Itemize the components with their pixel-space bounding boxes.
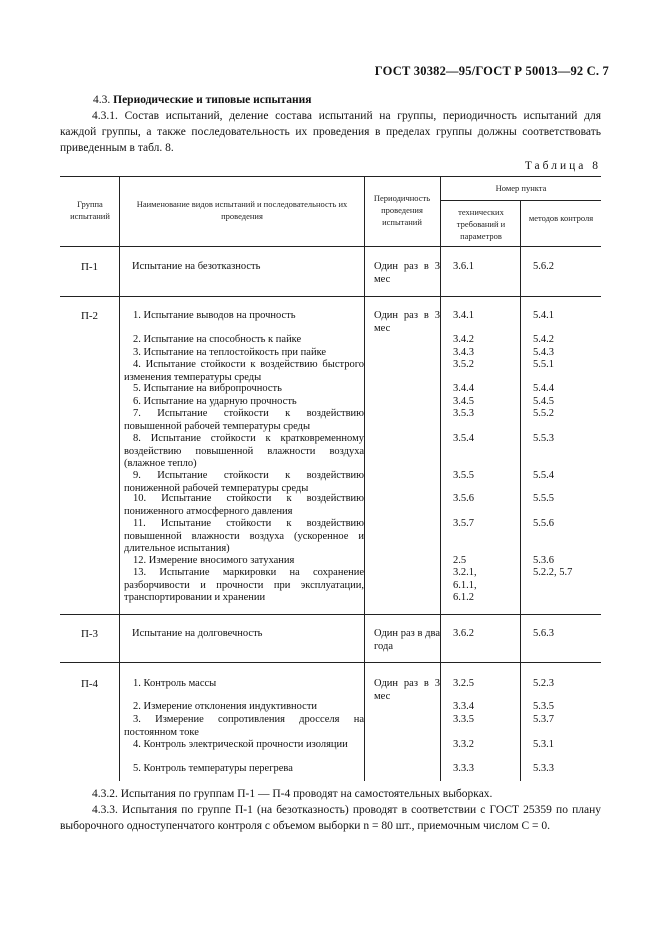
- header-group: Группа испытаний: [70, 199, 110, 221]
- test-name: 1. Испытание выводов на прочность: [133, 310, 296, 321]
- page-header: ГОСТ 30382—95/ГОСТ Р 50013—92 С. 7: [374, 64, 609, 78]
- header-period: Периодичность проведения испытаний: [373, 193, 431, 227]
- test-name: 3. Измерение сопротивления дросселя на постоянном токе: [124, 714, 364, 738]
- tech-ref: 3.4.5: [453, 396, 474, 407]
- method-ref: 5.3.1: [533, 739, 554, 750]
- tech-ref: 3.5.4: [453, 433, 474, 444]
- col-divider: [520, 200, 521, 781]
- test-name: 13. Испытание маркировки на сохранение разборчивости и прочности при эксплуатации, транспортировании и хранении: [124, 567, 364, 603]
- tech-ref: 3.2.5: [453, 678, 474, 689]
- test-name: 3. Испытание на теплостойкость при пайке: [133, 347, 327, 358]
- header-methods: методов контроля: [528, 213, 594, 223]
- test-name: 2. Испытание на способность к пайке: [133, 334, 302, 345]
- test-name: 1. Контроль массы: [133, 678, 217, 689]
- test-name: 8. Испытание стойкости к кратковременному воздействию повышенной влажности воздуха (влажное тепло): [124, 433, 364, 469]
- tech-ref: 3.5.5: [453, 470, 474, 481]
- section-heading: [93, 94, 312, 106]
- header-number: Номер пункта: [495, 183, 547, 193]
- method-ref: 5.3.3: [533, 763, 554, 774]
- tech-ref: 3.4.4: [453, 383, 474, 394]
- section-number: 4.3.: [93, 94, 111, 106]
- group-label: П-4: [80, 678, 99, 690]
- col-divider: [119, 176, 120, 781]
- paragraph-4-3-2: 4.3.2. Испытания по группам П-1 — П-4 проводят на самостоятельных выборках.: [92, 788, 493, 800]
- tech-ref: 3.3.2: [453, 739, 474, 750]
- method-ref: 5.4.5: [533, 396, 554, 407]
- method-ref: 5.2.3: [533, 678, 554, 689]
- test-name: 9. Испытание стойкости к воздействию пониженной рабочей температуры среды: [124, 470, 364, 494]
- header-name: Наименование видов испытаний и последовательность их проведения: [136, 199, 348, 221]
- paragraph-4-3-1: 4.3.1. Состав испытаний, деление состава испытаний на группы, периодичность испытаний для каждой группы, а также последовательность их проведения в пределах группы должны соответствовать приведенным в табл. 8.: [60, 110, 601, 154]
- method-ref: 5.4.4: [533, 383, 554, 394]
- section-title: Периодические и типовые испытания: [113, 94, 312, 106]
- group-label: П-2: [80, 310, 99, 322]
- method-ref: 5.3.7: [533, 714, 554, 725]
- tech-ref: 3.4.2: [453, 334, 474, 345]
- method-ref: 5.5.5: [533, 493, 554, 504]
- tech-ref: 3.6.1: [453, 261, 474, 272]
- tech-ref: 3.3.4: [453, 701, 474, 712]
- group-label: П-3: [80, 628, 99, 640]
- test-name: 2. Измерение отклонения индуктивности: [133, 701, 318, 712]
- tech-ref: 3.4.3: [453, 347, 474, 358]
- tech-ref: 3.5.7: [453, 518, 474, 529]
- method-ref: 5.6.3: [533, 628, 554, 639]
- method-ref: 5.6.2: [533, 261, 554, 272]
- method-ref: 5.4.3: [533, 347, 554, 358]
- test-name: Испытание на безотказность: [132, 261, 261, 272]
- method-ref: 5.5.4: [533, 470, 554, 481]
- tech-ref: 3.5.6: [453, 493, 474, 504]
- header-tech: технических требований и параметров: [456, 207, 506, 241]
- method-ref: 5.5.6: [533, 518, 554, 529]
- col-divider: [364, 176, 365, 781]
- test-name: 4. Испытание стойкости к воздействию быстрого изменения температуры среды: [124, 359, 364, 383]
- col-divider: [440, 176, 441, 781]
- test-period: Один раз в 3 мес: [374, 678, 440, 702]
- test-period: Один раз в два года: [374, 628, 440, 652]
- tech-ref: 2.5: [453, 555, 467, 566]
- method-ref: 5.5.3: [533, 433, 554, 444]
- paragraph-4-3-3: 4.3.3. Испытания по группе П-1 (на безотказность) проводят в соответствии с ГОСТ 25359 по плану выборочного одноступенчатого контроля с объемом выборки n = 80 шт., приемочным числом C = 0.: [60, 804, 601, 832]
- table-caption: Таблица 8: [524, 160, 601, 172]
- test-name: 11. Испытание стойкости к воздействию повышенной влажности воздуха (ускоренное и длительное испытания): [124, 518, 364, 554]
- tech-ref: 3.5.2: [453, 359, 474, 370]
- test-period: Один раз в 3 мес: [374, 261, 440, 285]
- test-name: Испытание на долговечность: [132, 628, 263, 639]
- table-top-border: [60, 176, 601, 177]
- tech-ref: 3.6.2: [453, 628, 474, 639]
- test-name: 5. Контроль температуры перегрева: [133, 763, 293, 774]
- method-ref: 5.3.6: [533, 555, 554, 566]
- group-label: П-1: [80, 261, 99, 273]
- test-period: Один раз в 3 мес: [374, 310, 440, 334]
- method-ref: 5.4.2: [533, 334, 554, 345]
- method-ref: 5.4.1: [533, 310, 554, 321]
- test-name: 5. Испытание на вибропрочность: [133, 383, 282, 394]
- tech-ref: 3.2.1, 6.1.1, 6.1.2: [453, 567, 477, 603]
- table-8: [60, 176, 601, 781]
- test-name: 12. Измерение вносимого затухания: [133, 555, 295, 566]
- method-ref: 5.5.1: [533, 359, 554, 370]
- tech-ref: 3.3.5: [453, 714, 474, 725]
- test-name: 4. Контроль электрической прочности изоляции: [133, 739, 348, 750]
- method-ref: 5.2.2, 5.7: [533, 567, 573, 578]
- tech-ref: 3.4.1: [453, 310, 474, 321]
- tech-ref: 3.5.3: [453, 408, 474, 419]
- tech-ref: 3.3.3: [453, 763, 474, 774]
- method-ref: 5.3.5: [533, 701, 554, 712]
- test-name: 10. Испытание стойкости к воздействию пониженного атмосферного давления: [124, 493, 364, 517]
- test-name: 6. Испытание на ударную прочность: [133, 396, 297, 407]
- test-name: 7. Испытание стойкости к воздействию повышенной рабочей температуры среды: [124, 408, 364, 432]
- method-ref: 5.5.2: [533, 408, 554, 419]
